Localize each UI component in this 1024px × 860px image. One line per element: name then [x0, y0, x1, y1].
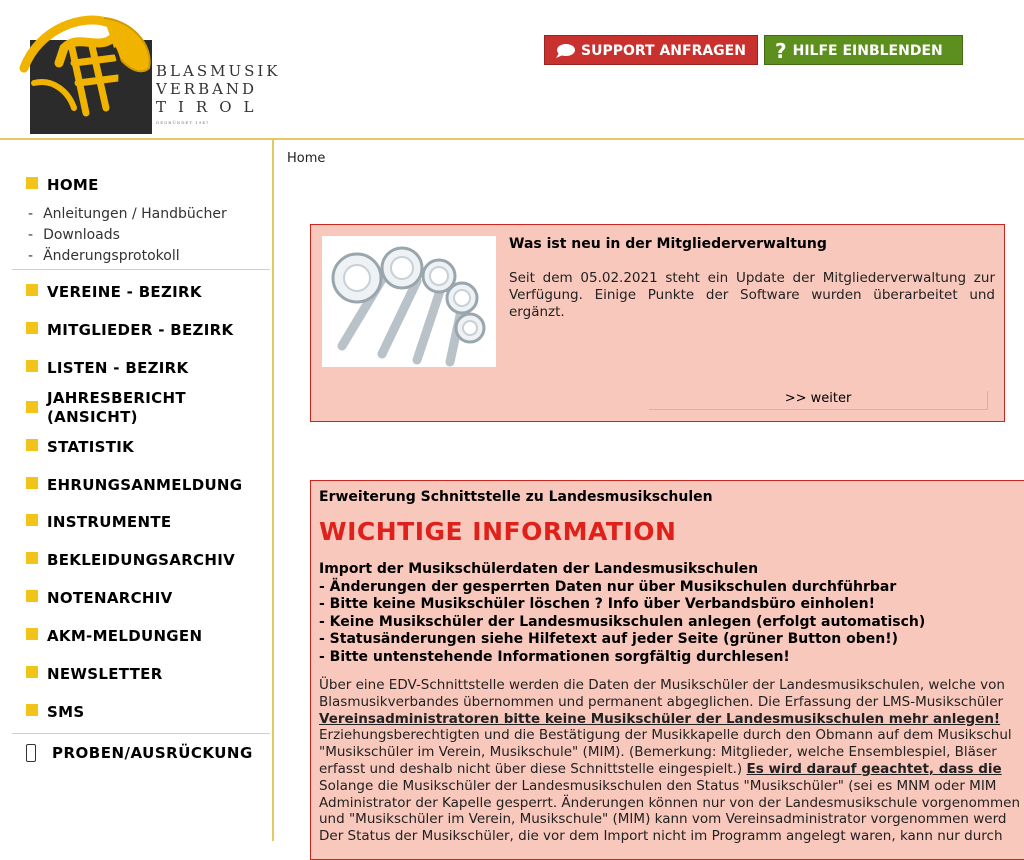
sub-item-aenderungsprotokoll[interactable]: - Änderungsprotokoll	[28, 248, 180, 264]
nav-vereine[interactable]	[26, 283, 202, 301]
sub-item-label: Änderungsprotokoll	[43, 248, 180, 264]
nav-label: SMS	[47, 703, 85, 721]
square-bullet-icon	[26, 477, 38, 489]
square-bullet-icon	[26, 552, 38, 564]
help-button[interactable]	[764, 35, 963, 65]
info-body-emphasis: Es wird darauf geachtet, dass die	[746, 760, 1002, 777]
news-title: Was ist neu in der Mitgliederverwaltung	[509, 236, 827, 252]
support-button[interactable]	[544, 35, 758, 65]
nav-label: VEREINE - BEZIRK	[47, 283, 202, 301]
info-bullet: - Bitte untenstehende Informationen sorgfältig durchlesen!	[319, 648, 790, 665]
help-button-label: HILFE EINBLENDEN	[792, 43, 943, 59]
info-body-text: erfasst und deshalb nicht über diese Schnittstelle eingespielt.)	[319, 760, 743, 777]
phone-icon	[26, 744, 36, 762]
nav-akm-meldungen[interactable]	[26, 627, 202, 645]
nav-bekleidungsarchiv[interactable]	[26, 551, 235, 569]
info-body-line: Administrator der Kapelle gesperrt. Änderungen können nur von der Landesmusikschule vorgenommen	[319, 794, 1020, 811]
nav-home[interactable]	[26, 176, 99, 194]
nav-notenarchiv[interactable]	[26, 589, 173, 607]
news-box	[310, 224, 1005, 422]
nav-statistik[interactable]	[26, 438, 134, 456]
nav-newsletter[interactable]	[26, 665, 163, 683]
info-body-line: Der Status der Musikschüler, die vor dem Import nicht im Programm angelegt waren, kann nur durch	[319, 828, 1003, 845]
nav-listen[interactable]	[26, 359, 188, 377]
square-bullet-icon	[26, 439, 38, 451]
nav-label: NEWSLETTER	[47, 665, 163, 683]
logo-line-2: VERBAND	[156, 80, 258, 98]
logo-line-4: GEGRÜNDET 1947	[156, 120, 210, 125]
news-text: Seit dem 05.02.2021 steht ein Update der Mitgliederverwaltung zur Verfügung. Einige Punkte der Software wurden überarbeitet und ergänzt.	[509, 270, 995, 320]
breadcrumb[interactable]: Home	[287, 151, 326, 166]
nav-label: LISTEN - BEZIRK	[47, 359, 189, 377]
info-body-line: "Musikschüler im Verein, Musikschule" (MIM). (Bemerkung: Mitglieder, welche Ensemblespiel, Bläser	[319, 744, 997, 761]
nav-label: NOTENARCHIV	[47, 589, 173, 607]
info-bullet: - Statusänderungen siehe Hilfetext auf jeder Seite (grüner Button oben!)	[319, 631, 898, 647]
nav-label: BEKLEIDUNGSARCHIV	[47, 551, 236, 569]
info-body-line: Erziehungsberechtigten und die Bestätigung der Musikkapelle durch den Obmann auf dem Musikschul	[319, 727, 1012, 744]
info-bullet: - Keine Musikschüler der Landesmusikschulen anlegen (erfolgt automatisch)	[319, 613, 926, 630]
info-box	[310, 480, 1024, 860]
nav-label: AKM-MELDUNGEN	[47, 627, 203, 645]
nav-label: INSTRUMENTE	[47, 513, 172, 531]
nav-home-label: HOME	[47, 176, 99, 194]
sidebar-divider	[272, 140, 274, 841]
square-bullet-icon	[26, 628, 38, 640]
logo-text	[156, 62, 281, 125]
nav-proben[interactable]	[26, 744, 253, 762]
logo-line-3: TIROL	[156, 98, 266, 116]
nav-instrumente[interactable]	[26, 513, 171, 531]
sub-item-downloads[interactable]: - Downloads	[28, 227, 120, 243]
header	[0, 0, 1024, 140]
nav-sms[interactable]	[26, 703, 84, 721]
nav-label: STATISTIK	[47, 438, 135, 456]
nav-jahresbericht[interactable]	[26, 389, 186, 427]
square-bullet-icon	[26, 704, 38, 716]
square-bullet-icon	[26, 177, 38, 189]
wrench-image	[322, 236, 496, 367]
square-bullet-icon	[26, 360, 38, 372]
nav-label: EHRUNGSANMELDUNG	[47, 476, 243, 494]
nav-label-line-2: (ANSICHT)	[47, 408, 138, 426]
square-bullet-icon	[26, 322, 38, 334]
info-body-line: und "Musikschüler im Verein, Musikschule" (MIM) kann vom Vereinsadministrator vorgenommen werd	[319, 811, 1007, 828]
info-bullets	[319, 561, 925, 666]
support-button-label: SUPPORT ANFRAGEN	[581, 43, 746, 59]
square-bullet-icon	[26, 284, 38, 296]
square-bullet-icon	[26, 590, 38, 602]
info-body	[319, 677, 1024, 845]
info-body-line: Vereinsadministratoren bitte keine Musikschüler der Landesmusikschulen mehr anlegen!	[319, 710, 1001, 727]
info-heading: Erweiterung Schnittstelle zu Landesmusikschulen	[319, 489, 713, 505]
square-bullet-icon	[26, 514, 38, 526]
sidebar-divider-line	[12, 269, 270, 270]
info-body-line: Blasmusikverbandes übernommen und permanent abgeglichen. Die Erfassung der LMS-Musikschüler	[319, 693, 1004, 710]
info-body-line: Über eine EDV-Schnittstelle werden die Daten der Musikschüler der Landesmusikschulen, welche von	[319, 677, 1005, 693]
info-body-line	[319, 761, 1024, 778]
sub-item-anleitungen[interactable]: - Anleitungen / Handbücher	[28, 206, 227, 222]
info-body-line: Solange die Musikschüler der Landesmusikschulen den Status "Musikschüler" (sei es MNM oder MIM	[319, 777, 997, 794]
speech-bubble-icon	[555, 43, 575, 59]
info-bullet: - Bitte keine Musikschüler löschen ? Info über Verbandsbüro einholen!	[319, 596, 875, 612]
nav-mitglieder[interactable]	[26, 321, 233, 339]
info-bullet: - Änderungen der gesperrten Daten nur über Musikschulen durchführbar	[319, 578, 897, 595]
logo-line-1: BLASMUSIK	[156, 62, 281, 80]
sidebar-divider-line	[12, 733, 270, 734]
question-mark-icon: ?	[775, 39, 787, 63]
square-bullet-icon	[26, 401, 38, 413]
sub-item-label: Anleitungen / Handbücher	[43, 206, 227, 222]
news-more-link[interactable]: >> weiter	[649, 391, 988, 410]
horn-icon	[14, 8, 174, 128]
nav-label: JAHRESBERICHT	[47, 389, 186, 407]
square-bullet-icon	[26, 666, 38, 678]
nav-label: MITGLIEDER - BEZIRK	[47, 321, 234, 339]
info-bullet: Import der Musikschülerdaten der Landesmusikschulen	[319, 561, 759, 577]
nav-label: PROBEN/AUSRÜCKUNG	[52, 744, 253, 762]
sub-item-label: Downloads	[43, 227, 120, 243]
info-title: WICHTIGE INFORMATION	[319, 517, 677, 546]
nav-ehrungsanmeldung[interactable]	[26, 476, 242, 494]
logo[interactable]	[14, 8, 281, 130]
